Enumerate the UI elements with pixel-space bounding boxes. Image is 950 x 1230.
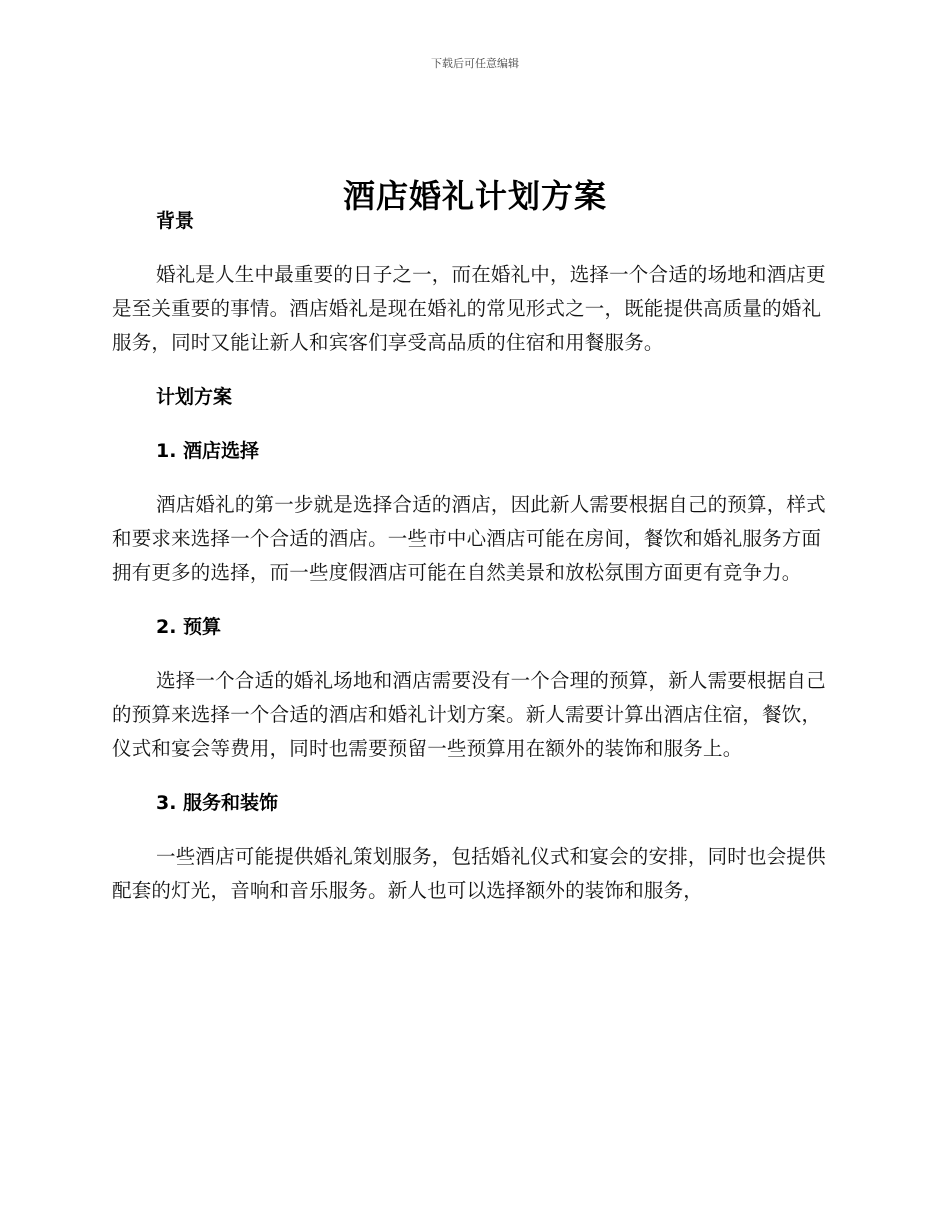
section-heading-hotel-selection: 1. 酒店选择 xyxy=(156,440,260,462)
background-heading: 背景 xyxy=(156,210,195,232)
header-note: 下载后可任意编辑 xyxy=(431,57,519,70)
section-paragraph-service-decoration: 一些酒店可能提供婚礼策划服务，包括婚礼仪式和宴会的安排，同时也会提供配套的灯光，音响和音乐服务。新人也可以选择额外的装饰和服务， xyxy=(112,845,826,902)
section-heading-budget: 2. 预算 xyxy=(156,616,222,638)
background-paragraph: 婚礼是人生中最重要的日子之一，而在婚礼中，选择一个合适的场地和酒店更是至关重要的事情。酒店婚礼是现在婚礼的常见形式之一，既能提供高质量的婚礼服务，同时又能让新人和宾客们享受高品质的住宿和用餐服务。 xyxy=(112,263,826,354)
plan-heading: 计划方案 xyxy=(156,386,233,408)
section-heading-service-decoration: 3. 服务和装饰 xyxy=(156,792,279,814)
document-body xyxy=(112,204,832,908)
document-title: 酒店婚礼计划方案 xyxy=(342,177,607,216)
section-paragraph-hotel-selection: 酒店婚礼的第一步就是选择合适的酒店，因此新人需要根据自己的预算，样式和要求来选择一个合适的酒店。一些市中心酒店可能在房间，餐饮和婚礼服务方面拥有更多的选择，而一些度假酒店可能在自然美景和放松氛围方面更有竞争力。 xyxy=(112,493,826,584)
section-paragraph-budget: 选择一个合适的婚礼场地和酒店需要没有一个合理的预算，新人需要根据自己的预算来选择一个合适的酒店和婚礼计划方案。新人需要计算出酒店住宿，餐饮，仪式和宴会等费用，同时也需要预留一些预算用在额外的装饰和服务上。 xyxy=(112,669,826,760)
